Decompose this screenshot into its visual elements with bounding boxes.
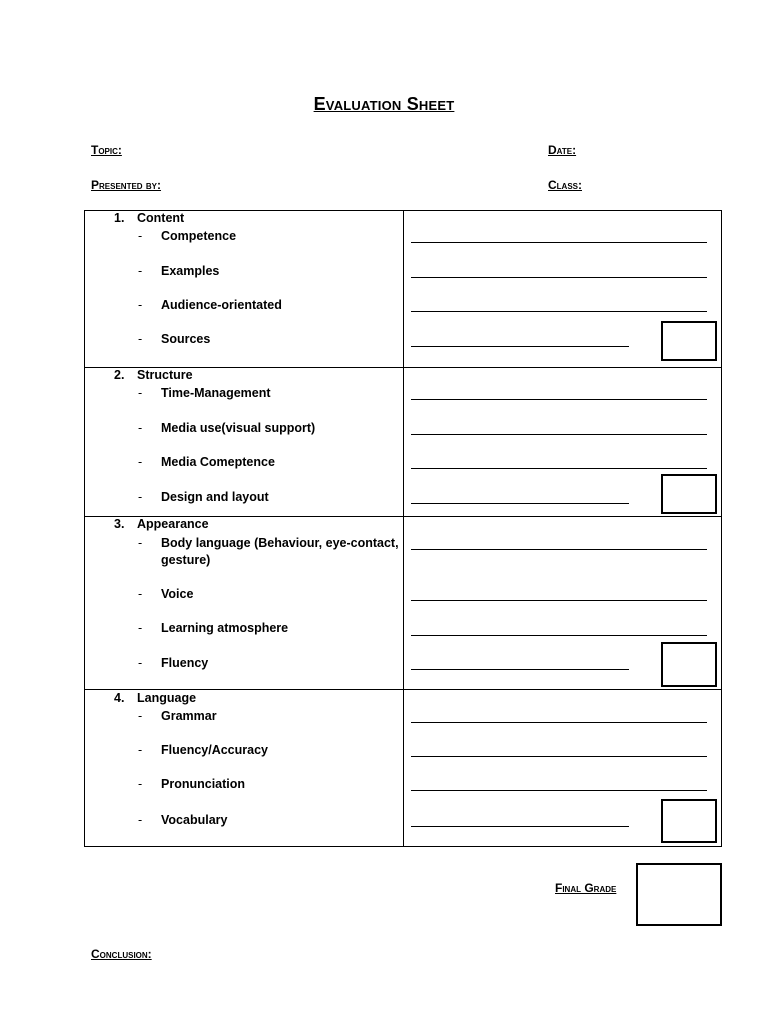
final-grade-label: Final Grade [555,881,617,895]
final-grade-box[interactable] [636,863,722,926]
criterion-fluency-accuracy: Fluency/Accuracy [161,743,268,757]
topic-label: Topic: [91,143,122,157]
bullet-dash: - [138,709,143,723]
section-score-box[interactable] [661,474,717,514]
section-score-box[interactable] [661,321,717,361]
criterion-fluency: Fluency [161,656,209,670]
section-number: 1. [114,211,125,225]
bullet-dash: - [138,229,143,243]
bullet-dash: - [138,264,143,278]
section-number: 2. [114,368,125,382]
class-label: Class: [548,178,582,192]
bullet-dash: - [138,743,143,757]
section-title-text: Structure [137,368,193,382]
criterion-design-and-layout: Design and layout [161,490,269,504]
date-label: Date: [548,143,577,157]
criterion-media-competence: Media Comeptence [161,455,275,469]
answer-line[interactable] [411,277,707,278]
criterion-grammar: Grammar [161,709,217,723]
criterion-pronunciation: Pronunciation [161,777,246,791]
bullet-dash: - [138,455,143,469]
criterion-media-use: Media use(visual support) [161,421,316,435]
answer-line[interactable] [411,722,707,723]
bullet-dash: - [138,386,143,400]
answer-line[interactable] [411,756,707,757]
answer-line[interactable] [411,790,707,791]
criterion-learning-atmosphere: Learning atmosphere [161,621,289,635]
criterion-competence: Competence [161,229,237,243]
bullet-dash: - [138,536,143,550]
section-score-box[interactable] [661,642,717,687]
criterion-examples: Examples [161,264,220,278]
section-title-structure [114,368,193,382]
bullet-dash: - [138,587,143,601]
criterion-sources: Sources [161,332,211,346]
answer-line[interactable] [411,600,707,601]
conclusion-label: Conclusion: [91,947,152,961]
bullet-dash: - [138,813,143,827]
criterion-body-language: Body language (Behaviour, eye-contact, gesture) [161,536,399,567]
answer-line[interactable] [411,399,707,400]
answer-line[interactable] [411,311,707,312]
bullet-dash: - [138,777,143,791]
answer-line[interactable] [411,468,707,469]
section-title-text: Content [137,211,185,225]
section-number: 3. [114,517,125,531]
document-title: Evaluation Sheet [313,94,455,114]
section-title-text: Appearance [137,517,209,531]
answer-line[interactable] [411,346,629,347]
presented-by-label: Presented by: [91,178,162,192]
answer-line[interactable] [411,242,707,243]
answer-line[interactable] [411,434,707,435]
criterion-audience-orientated: Audience-orientated [161,298,282,312]
section-title-appearance [114,517,209,531]
bullet-dash: - [138,621,143,635]
criterion-voice: Voice [161,587,194,601]
answer-line[interactable] [411,635,707,636]
section-title-text: Language [137,691,197,705]
bullet-dash: - [138,332,143,346]
answer-line[interactable] [411,503,629,504]
section-title-content [114,211,184,225]
answer-line[interactable] [411,549,707,550]
bullet-dash: - [138,656,143,670]
criterion-time-management: Time-Management [161,386,271,400]
bullet-dash: - [138,298,143,312]
section-divider [84,689,722,690]
answer-line[interactable] [411,669,629,670]
bullet-dash: - [138,490,143,504]
answer-line[interactable] [411,826,629,827]
section-title-language [114,691,196,705]
criterion-vocabulary: Vocabulary [161,813,228,827]
bullet-dash: - [138,421,143,435]
table-column-divider [403,210,404,847]
section-number: 4. [114,691,125,705]
section-score-box[interactable] [661,799,717,843]
